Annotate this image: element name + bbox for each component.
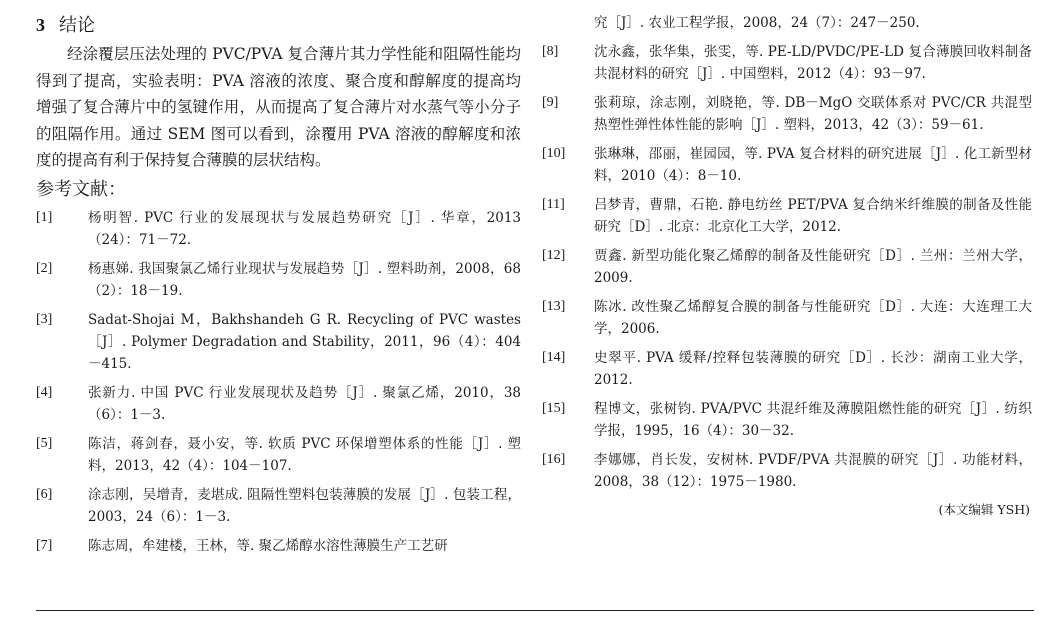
reference-continuation	[542, 12, 1032, 34]
reference-text: 张琳琳，邵丽，崔园园，等. PVA 复合材料的研究进展［J］. 化工新型材料，2010（4）：8－10.	[594, 146, 1032, 184]
reference-number: [10]	[542, 146, 566, 161]
right-column	[542, 12, 1032, 519]
reference-item	[36, 309, 521, 375]
reference-text: 吕梦青，曹鼎，石艳. 静电纺丝 PET/PVA 复合纳米纤维膜的制备及性能研究［D］. 北京：北京化工大学，2012.	[594, 197, 1032, 235]
reference-number: [12]	[542, 248, 566, 263]
reference-number: [3]	[36, 311, 53, 327]
reference-text: 史翠平. PVA 缓释/控释包装薄膜的研究［D］. 长沙：湖南工业大学，2012.	[594, 350, 1032, 388]
reference-text: 涂志刚，吴增青，麦堪成. 阻隔性塑料包装薄膜的发展［J］. 包装工程，2003，24（6）：1－3.	[88, 486, 521, 525]
reference-text: 杨惠娣. 我国聚氯乙烯行业现状与发展趋势［J］. 塑料助剂，2008，68（2）：18－19.	[88, 260, 521, 299]
reference-number: [15]	[542, 401, 566, 416]
section-number: 3	[36, 15, 45, 35]
reference-number: [1]	[36, 209, 53, 225]
reference-number: [4]	[36, 384, 53, 400]
conclusion-paragraph: 经涂覆层压法处理的 PVC/PVA 复合薄片其力学性能和阻隔性能均得到了提高，实验表明：PVA 溶液的浓度、聚合度和醇解度的提高均增强了复合薄片中的氢键作用，从而提高了复合薄片对水蒸气等小分子的阻隔作用。通过 SEM 图可以看到，涂覆用 PVA 溶液的醇解度和浓度的提高有利于保持复合薄膜的层状结构。	[36, 45, 521, 169]
reference-number: [7]	[36, 537, 53, 553]
reference-item	[542, 194, 1032, 238]
reference-item	[542, 41, 1032, 85]
reference-text: 陈冰. 改性聚乙烯醇复合膜的制备与性能研究［D］. 大连：大连理工大学，2006.	[594, 299, 1032, 337]
reference-item	[542, 347, 1032, 391]
reference-number: [5]	[36, 435, 53, 451]
reference-item	[36, 535, 521, 557]
reference-item	[542, 296, 1032, 340]
reference-number: [9]	[542, 95, 559, 110]
reference-number: [6]	[36, 486, 53, 502]
reference-number: [16]	[542, 452, 566, 467]
reference-text: 程博文，张树钧. PVA/PVC 共混纤维及薄膜阻燃性能的研究［J］. 纺织学报，1995，16（4）：30－32.	[594, 401, 1032, 439]
reference-text: 张莉琼，涂志刚，刘晓艳，等. DB－MgO 交联体系对 PVC/CR 共混型热塑性弹性体性能的影响［J］. 塑料，2013，42（3）：59－61.	[594, 95, 1032, 133]
reference-item	[542, 143, 1032, 187]
reference-item	[542, 92, 1032, 136]
reference-text: 究［J］. 农业工程学报，2008，24（7）：247－250.	[594, 15, 920, 31]
reference-number: [14]	[542, 350, 566, 365]
reference-list-left	[36, 207, 521, 557]
bottom-rule	[36, 610, 1034, 611]
reference-number: [11]	[542, 197, 565, 212]
reference-number: [13]	[542, 299, 566, 314]
reference-text: 沈永鑫，张华集，张雯，等. PE-LD/PVDC/PE-LD 复合薄膜回收料制备共混材料的研究［J］. 中国塑料，2012（4）：93－97.	[594, 44, 1032, 82]
left-column	[36, 12, 521, 564]
reference-text: Sadat-Shojai M，Bakhshandeh G R. Recycling of PVC wastes［J］. Polymer Degradation and Stability，2011，96（4）：404－415.	[88, 311, 521, 372]
reference-item	[36, 433, 521, 477]
reference-item	[36, 484, 521, 528]
reference-text: 陈志周，牟建楼，王林，等. 聚乙烯醇水溶性薄膜生产工艺研	[88, 537, 448, 554]
reference-text: 贾鑫. 新型功能化聚乙烯醇的制备及性能研究［D］. 兰州：兰州大学，2009.	[594, 248, 1032, 286]
section-title: 结论	[59, 15, 95, 36]
reference-item	[36, 382, 521, 426]
reference-number: [2]	[36, 260, 53, 276]
reference-item	[542, 245, 1032, 289]
section-heading	[36, 12, 521, 39]
editor-note: (本文编辑 YSH)	[938, 502, 1030, 517]
reference-text: 陈洁，蒋剑春，聂小安，等. 软质 PVC 环保增塑体系的性能［J］. 塑料，2013，42（4）：104－107.	[88, 435, 521, 474]
reference-number: [8]	[542, 44, 559, 59]
reference-item	[542, 449, 1032, 493]
reference-text: 李娜娜，肖长发，安树林. PVDF/PVA 共混膜的研究［J］. 功能材料，2008，38（12）：1975－1980.	[594, 452, 1032, 490]
reference-text: 张新力. 中国 PVC 行业发展现状及趋势［J］. 聚氯乙烯，2010，38（6）：1－3.	[88, 384, 521, 423]
reference-item	[36, 207, 521, 251]
reference-item	[36, 258, 521, 302]
reference-list-right	[542, 41, 1032, 493]
reference-text: 杨明智. PVC 行业的发展现状与发展趋势研究［J］. 华章，2013（24）：71－72.	[88, 209, 521, 248]
reference-item	[542, 398, 1032, 442]
references-heading: 参考文献：	[36, 178, 126, 200]
